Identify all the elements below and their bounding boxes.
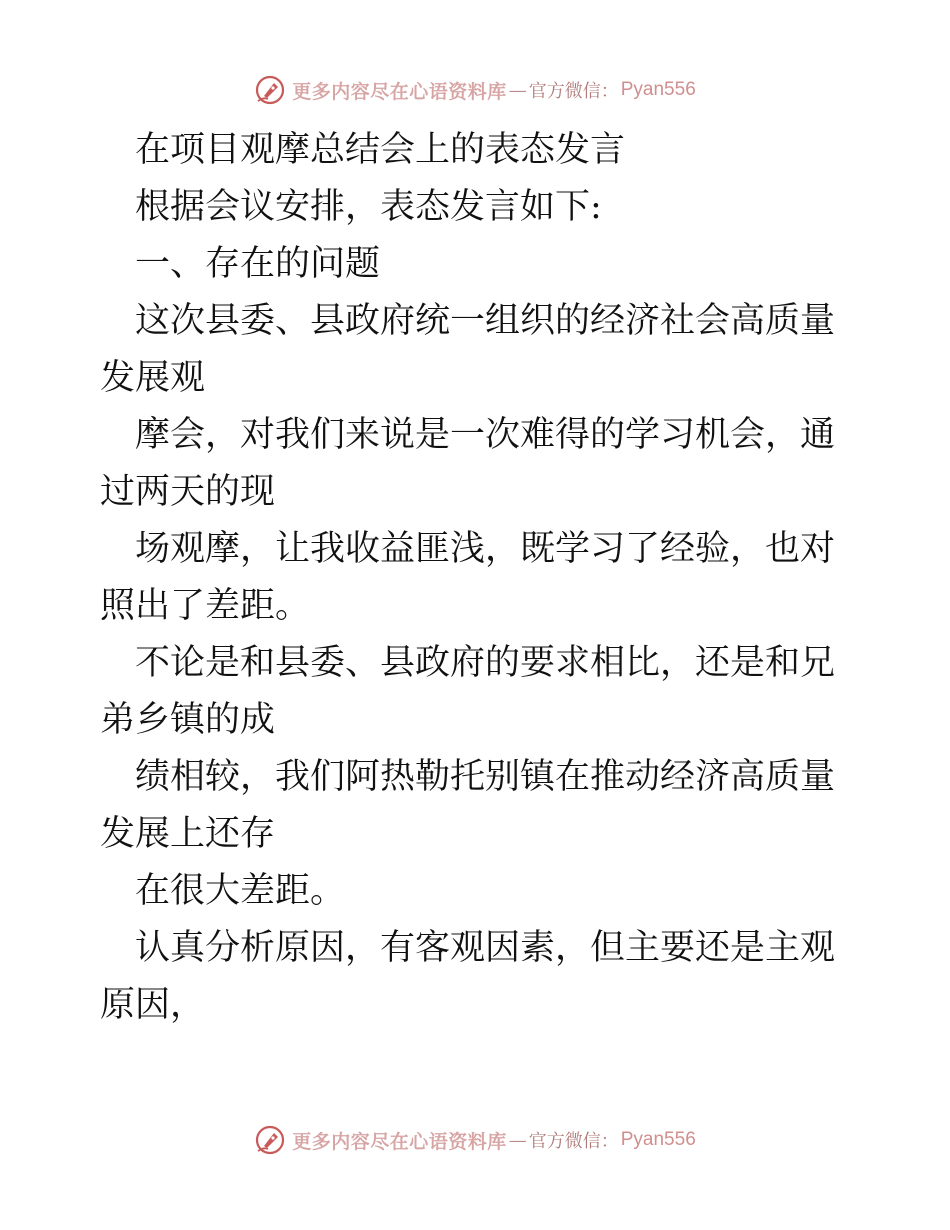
paragraph: 根据会议安排，表态发言如下: (135, 187, 602, 227)
watermark-wechat-id: Pyan556 (620, 1129, 696, 1150)
watermark-wechat-label: 官方微信： (528, 1131, 619, 1152)
pen-nib-icon (254, 74, 286, 106)
watermark-dash: — (508, 79, 527, 101)
footer-watermark (0, 1120, 950, 1160)
watermark-dash: — (508, 1129, 527, 1151)
paragraph: 绩相较，我们阿热勒托别镇在推动经济高质量发展上还存 (100, 757, 836, 854)
watermark-name: 更多内容尽在心语资料库 (292, 80, 507, 103)
pen-nib-icon (254, 1124, 286, 1156)
paragraph: 摩会，对我们来说是一次难得的学习机会，通过两天的现 (100, 415, 836, 512)
document-body (100, 122, 860, 1034)
paragraph: 不论是和县委、县政府的要求相比，还是和兄弟乡镇的成 (100, 643, 836, 740)
section-heading: 一、存在的问题 (135, 244, 381, 284)
header-watermark (0, 70, 950, 110)
paragraph: 这次县委、县政府统一组织的经济社会高质量发展观 (100, 301, 836, 398)
watermark-name: 更多内容尽在心语资料库 (292, 1130, 507, 1153)
paragraph: 认真分析原因，有客观因素，但主要还是主观原因， (100, 928, 836, 1025)
paragraph: 场观摩，让我收益匪浅，既学习了经验，也对照出了差距。 (100, 529, 836, 626)
paragraph: 在很大差距。 (135, 871, 346, 911)
watermark-wechat-id: Pyan556 (620, 79, 696, 100)
watermark-wechat-label: 官方微信： (528, 81, 619, 102)
document-title: 在项目观摩总结会上的表态发言 (135, 130, 626, 170)
